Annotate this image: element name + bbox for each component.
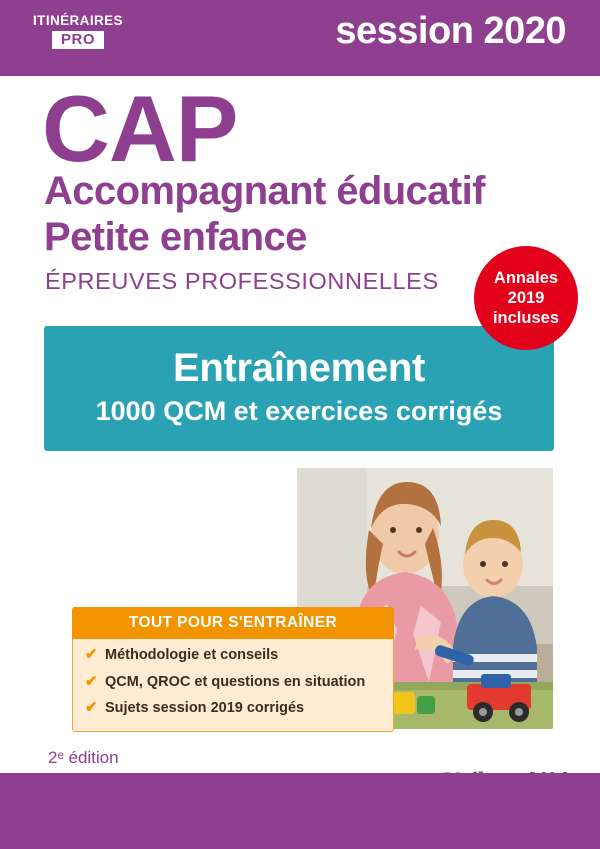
edition-label: 2ᵉ édition [48,748,119,767]
status-badge [474,246,578,350]
check-icon: ✔ [85,672,98,690]
check-icon: ✔ [85,699,98,716]
session-label: session 2020 [335,10,566,52]
feature-box [72,607,394,732]
training-heading: Entraînement [172,346,425,390]
list-item [85,648,393,663]
list-item-label: QCM, QROC et questions en situation [105,673,366,690]
badge-line1: Annales [493,268,559,287]
collection-logo [22,14,134,49]
list-item [85,701,393,716]
top-purple-band [0,0,600,76]
badge-line2: 2019 [507,288,545,307]
subtitle-line3: ÉPREUVES PROFESSIONNELLES [45,268,439,294]
check-icon: ✔ [85,646,98,663]
collection-logo-line1: ITINÉRAIRES [33,13,123,28]
cover-body [0,76,600,773]
subtitle-line2: Petite enfance [44,215,307,259]
list-item-label: Méthodologie et conseils [105,647,279,663]
subtitle-line1: Accompagnant éducatif [44,169,485,213]
page-title: CAP [42,76,238,181]
training-block [44,326,554,451]
list-item-label: Sujets session 2019 corrigés [105,700,305,716]
badge-line3: incluses [492,309,560,328]
bottom-purple-band [0,773,600,849]
feature-box-header: TOUT POUR S'ENTRAÎNER [72,607,394,639]
training-subheading: 1000 QCM et exercices corrigés [95,396,503,426]
collection-logo-line2: PRO [52,31,104,49]
list-item [85,672,393,690]
